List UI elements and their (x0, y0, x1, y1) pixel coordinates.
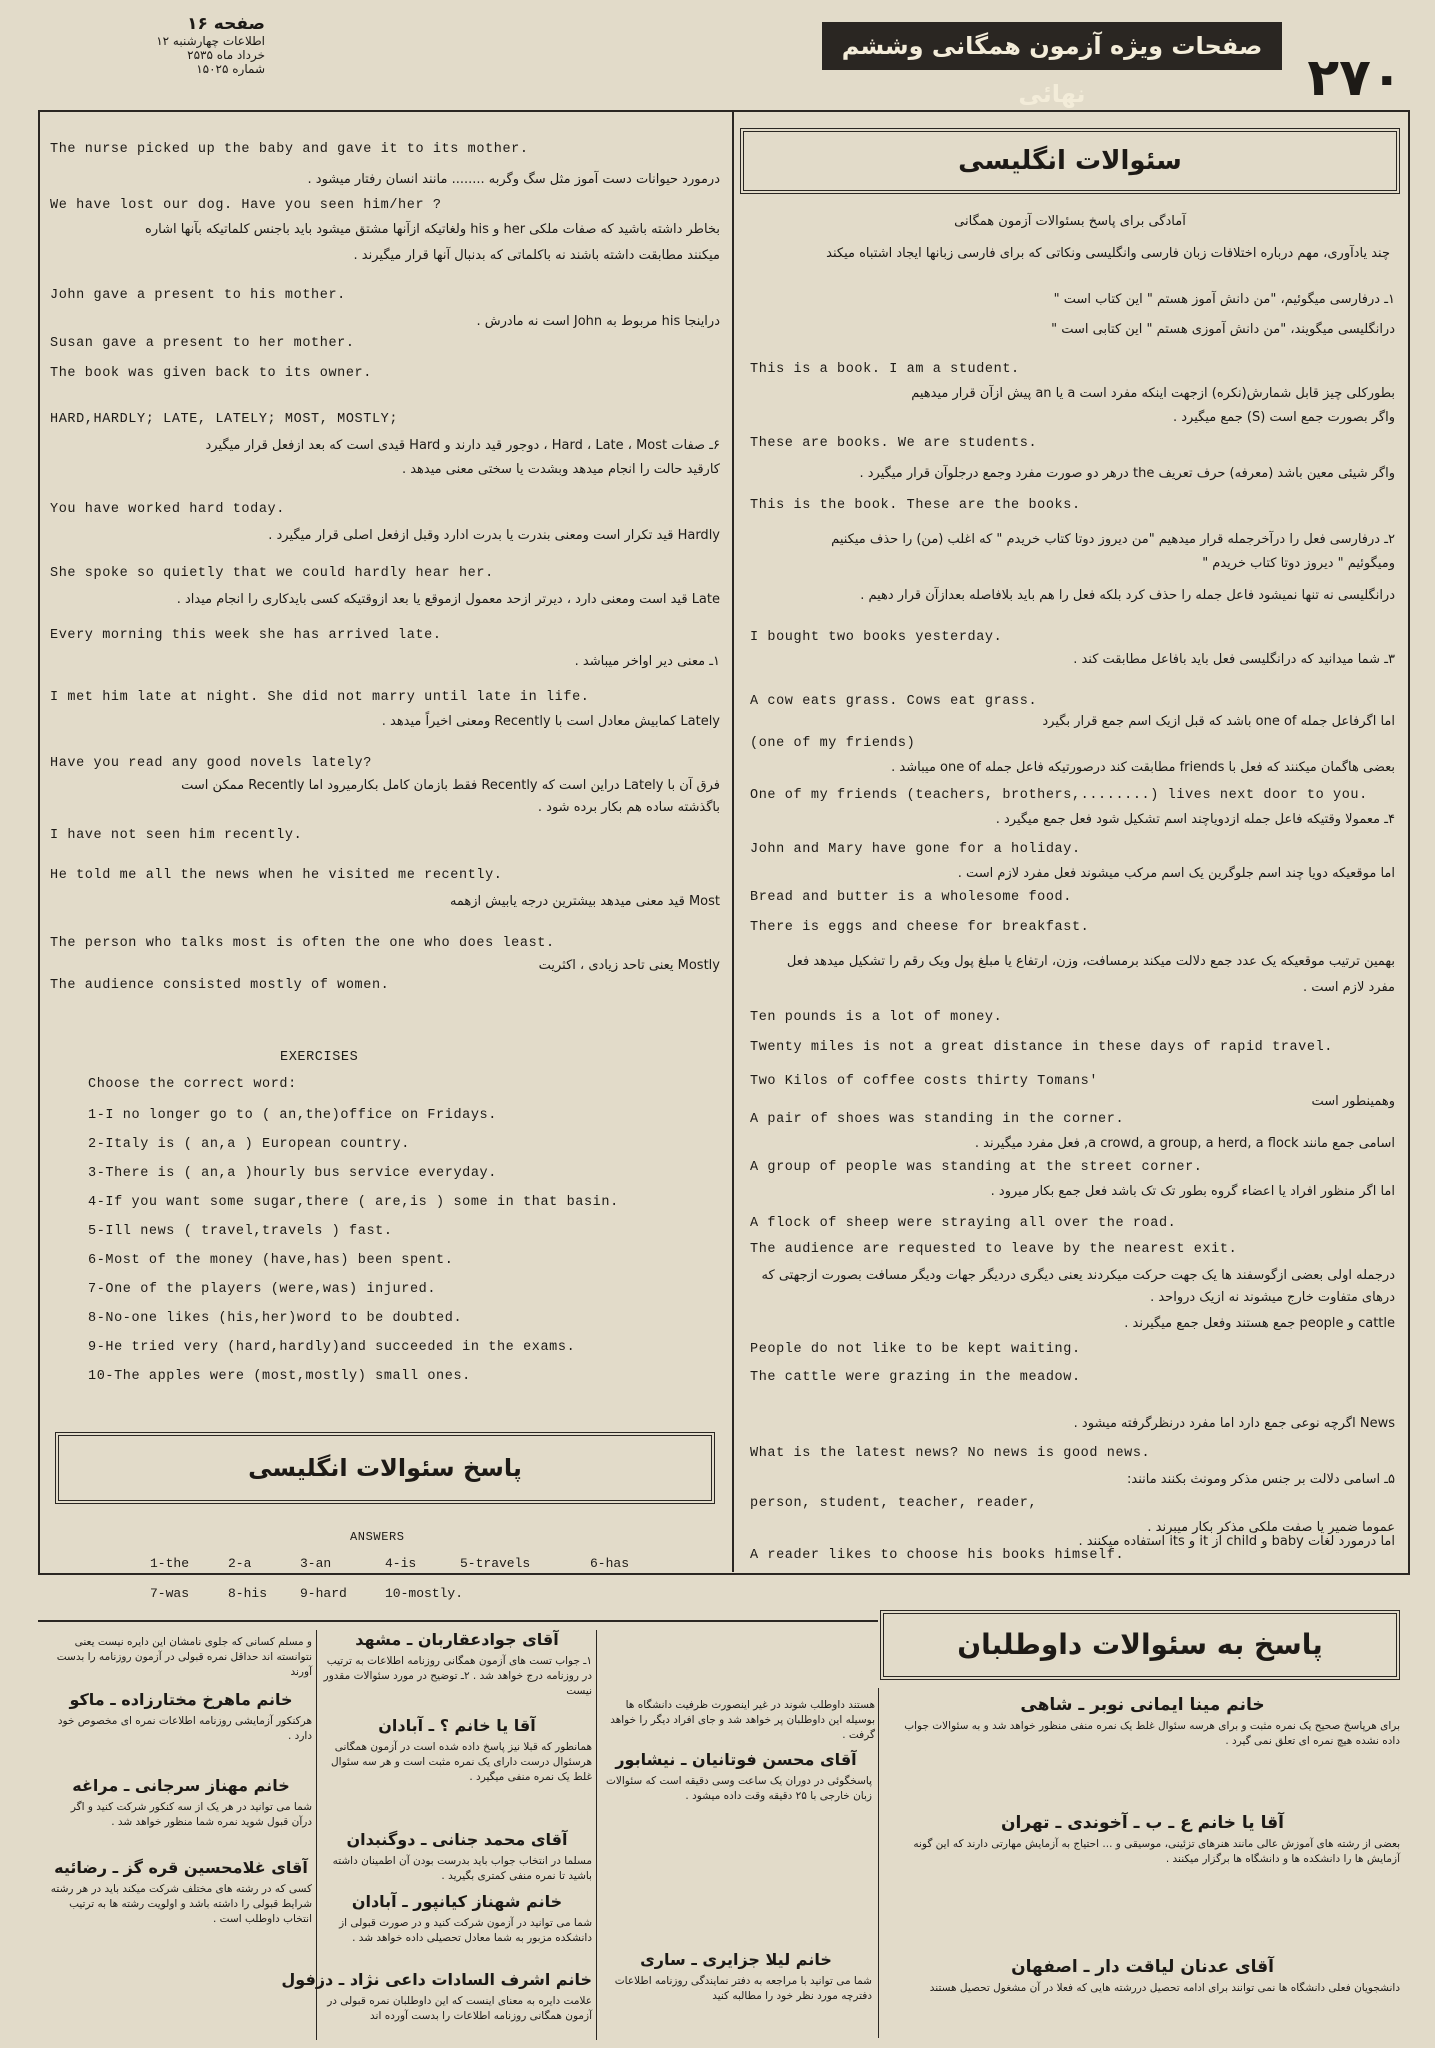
candidate-name: آقای عدنان لیاقت دار ـ اصفهان (1011, 1957, 1274, 1977)
candidate-answer: همانطور که قبلا نیز پاسخ داده شده است در آزمون همگانی هرسئوال درست دارای یک نمره مثبت است و هر سه سئوال غلط یک نمره منفی میگیرد . (331, 1741, 592, 1783)
questions-title: سئوالات انگلیسی (958, 146, 1182, 176)
question-line-english-example: There is eggs and cheese for breakfast. (750, 920, 1090, 935)
question-line-english-example: The audience are requested to leave by the nearest exit. (750, 1242, 1238, 1257)
candidate-name: خانم مهناز سرجانی ـ مراغه (72, 1776, 290, 1795)
candidate-name: آقای غلامحسین قره گز ـ رضائیه (54, 1858, 308, 1877)
candidate-name: خانم اشرف السادات داعی نژاد ـ دزفول (281, 1970, 592, 1989)
column-divider (732, 112, 734, 1572)
question-line-persian-text: ۲ـ درفارسی فعل را درآخرجمله قرار میدهیم "من دیروز دوتا کتاب خریدم " که اغلب (من) را حذف میکنیم (831, 532, 1395, 547)
question-line-english-example: These are books. We are students. (750, 436, 1038, 451)
candidate-answer: دانشجویان فعلی دانشگاه ها نمی توانند برای ادامه تحصیل دررشته هایی که فعلا در آن مشغول تحصیل هستند (929, 1982, 1400, 1994)
question-line-persian-text: اسامی جمع مانند a crowd, a group, a herd, a flock, فعل مفرد میگیرند . (974, 1136, 1395, 1151)
question-line-english-example: The cattle were grazing in the meadow. (750, 1370, 1081, 1385)
issue-date: خرداد ماه ۲۵۳۵ (187, 48, 265, 62)
question-line-persian-text: درانگلیسی میگویند، "من دانش آموزی هستم " این کتابی است " (1051, 322, 1395, 337)
answer-item: 8-his (228, 1586, 268, 1601)
question-line-persian-text: واگر شیئی معین باشد (معرفه) حرف تعریف the درهر دو صورت مفرد وجمع درجلوآن قرار میگیرد . (859, 466, 1395, 481)
grammar-line-english-example: She spoke so quietly that we could hardly hear her. (50, 566, 494, 581)
answer-item: 5-travels (460, 1556, 531, 1571)
grammar-line-english-example: Have you read any good novels lately? (50, 756, 372, 771)
candidate-name: خانم لیلا جزایری ـ ساری (640, 1950, 832, 1969)
grammar-line-persian-text: باگذشته ساده هم بکار برده شود . (537, 800, 720, 815)
answer-item: 7-was (150, 1586, 190, 1601)
note-left: و مسلم کسانی که جلوی نامشان این دایره نیست یعنی نتوانسته اند حداقل نمره قبولی در آزمون روزنامه را بدست آورند (56, 1636, 312, 1678)
exercise-item: 9-He tried very (hard,hardly)and succeeded in the exams. (88, 1340, 576, 1355)
grammar-line-persian-text: میکنند مطابقت داشته باشند نه باکلماتی که بدنبال آنها قرار میگیرند . (353, 248, 720, 263)
question-line-persian-text: اما درمورد لغات baby و child از it و its استفاده میکنند . (1078, 1534, 1395, 1549)
answer-item: 6-has (590, 1556, 630, 1571)
grammar-line-persian-text: ۱ـ معنی دیر اواخر میباشد . (574, 654, 720, 669)
question-line-english-example: John and Mary have gone for a holiday. (750, 842, 1081, 857)
question-line-persian-text: ۵ـ اسامی دلالت بر جنس مذکر ومونث بکنند مانند: (1127, 1472, 1395, 1487)
question-line-english-example: A flock of sheep were straying all over the road. (750, 1216, 1177, 1231)
grammar-line-persian-text: Most قید معنی میدهد بیشترین درجه یابیش ازهمه (449, 894, 720, 909)
question-line-persian-text: بطورکلی چیز قابل شمارش(نکره) ازجهت اینکه مفرد است a یا an پیش ازآن قرار میدهیم (911, 386, 1395, 401)
exercise-item: 5-Ill news ( travel,travels ) fast. (88, 1224, 393, 1239)
answer-item: 4-is (385, 1556, 417, 1571)
question-line-persian-text: ۱ـ درفارسی میگوئیم، "من دانش آموز هستم " این کتاب است " (1053, 292, 1395, 307)
candidate-answer: علامت دایره به معنای اینست که این داوطلبان نمره قبولی در آزمون همگانی روزنامه اطلاعات را بدست آورده اند (327, 1995, 592, 2022)
grammar-line-persian-text: ۶ـ صفات Hard ، Late ، Most ، دوجور قید دارند و Hard قیدی است که بعد ازفعل قرار میگیرد (205, 438, 720, 453)
answer-item: 10-mostly. (385, 1586, 464, 1601)
grammar-line-persian-text: کارقید حالت را انجام میدهد وبشدت یا سختی معنی میدهد . (401, 462, 720, 477)
candidates-title: پاسخ به سئوالات داوطلبان (957, 1628, 1323, 1661)
candidate-answer: کسی که در رشته های مختلف شرکت میکند باید در هر رشته شرایط قبولی را داشته باشد و اولویت رشته ها به ترتیب انتخاب داوطلب است . (50, 1883, 312, 1925)
question-line-persian-text: ۴ـ معمولا وقتیکه فاعل جمله ازدویاچند اسم تشکیل شود فعل جمع میگیرد . (995, 812, 1395, 827)
grammar-line-english-example: The person who talks most is often the one who does least. (50, 936, 555, 951)
candidate-answer: بعضی از رشته های آموزش عالی مانند هنرهای تزئینی، موسیقی و ... احتیاج به آزمایش مهارتی دارند که این گونه آزمایش ها را دانشکده ها و دانشگاه ها برگزار میکنند . (913, 1838, 1400, 1865)
question-line-english-example: person, student, teacher, reader, (750, 1496, 1038, 1511)
candidate-name: آقای محمد جنانی ـ دوگنبدان (346, 1830, 568, 1849)
page-label: صفحه ۱۶ (187, 14, 265, 34)
questions-body (750, 0, 1395, 1575)
question-line-english-example: Ten pounds is a lot of money. (750, 1010, 1003, 1025)
answer-item: 1-the (150, 1556, 190, 1571)
question-line-english-example: I bought two books yesterday. (750, 630, 1003, 645)
candidate-name: خانم مینا ایمانی نوبر ـ شاهی (1020, 1695, 1265, 1715)
candidates-col-2 (600, 1750, 872, 2040)
candidates-title-box (880, 1610, 1400, 1680)
candidate-answer: برای هرپاسخ صحیح یک نمره مثبت و برای هرسه سئوال غلط یک نمره منفی منظور خواهد شد و به سئوالات جواب داده نشده هیچ نمره ای تعلق نمی گیرد . (904, 1720, 1400, 1747)
bottom-divider (38, 1620, 878, 1622)
grammar-line-persian-text: Mostly یعنی تاحد زیادی ، اکثریت (538, 958, 720, 973)
candidate-answer: شما می توانید در هر یک از سه کنکور شرکت کنید و اگر درآن قبول شوید نمره شما منظور خواهد شد . (70, 1801, 312, 1828)
exercise-item: 4-If you want some sugar,there ( are,is ) some in that basin. (88, 1195, 619, 1210)
question-line-english-example: What is the latest news? No news is good news. (750, 1446, 1151, 1461)
candidates-col-3 (281, 1630, 592, 2040)
grammar-line-english-example: The audience consisted mostly of women. (50, 978, 390, 993)
answer-item: 9-hard (300, 1586, 347, 1601)
candidate-name: آقای جوادعقاربان ـ مشهد (355, 1630, 559, 1649)
grammar-line-persian-text: فرق آن با Lately دراین است که Recently فقط بازمان کامل بکارمیرود اما Recently ممکن است (181, 778, 720, 793)
grammar-line-persian-text: دراینجا his مربوط به John است نه مادرش . (476, 314, 720, 329)
exercise-item: 1-I no longer go to ( an,the)office on Fridays. (88, 1108, 497, 1123)
grammar-line-english-example: He told me all the news when he visited me recently. (50, 868, 503, 883)
answers-title: ANSWERS (350, 1530, 405, 1544)
question-line-persian-text: درانگلیسی نه تنها نمیشود فاعل جمله را حذف کرد بلکه فعل را هم باید بلافاصله بعدازآن قرار دهیم . (860, 588, 1395, 603)
candidates-col-4 (50, 1690, 312, 2040)
grammar-line-persian-text: بخاطر داشته باشید که صفات ملکی her و his ولغاتیکه ازآنها مشتق میشود باید باجنس کلماتیکه بآنها اشاره (145, 222, 720, 237)
candidates-col-1 (885, 1695, 1400, 2040)
question-line-english-example: (one of my friends) (750, 736, 916, 751)
candidate-answer: شما می توانید در آزمون شرکت کنید و در صورت قبولی از دانشکده مزبور به شما معادل تحصیلی داده خواهد شد . (339, 1917, 592, 1944)
grammar-line-english-example: Every morning this week she has arrived late. (50, 628, 442, 643)
grammar-line-english-example: Susan gave a present to her mother. (50, 336, 355, 351)
intro-line-2: چند یادآوری، مهم درباره اختلافات زبان فارسی وانگلیسی ونکاتی که برای فارسی زبانها ایجاد اشتباه میکند (826, 246, 1390, 261)
exercise-list (88, 1108, 718, 1398)
page-number: ۲۷۰ (1307, 48, 1403, 108)
question-line-english-example: Two Kilos of coffee costs thirty Tomans' (750, 1074, 1099, 1089)
question-line-persian-text: بعضی هاگمان میکنند که فعل با friends مطابقت کند درصورتیکه فاعل جمله one of میباشد . (891, 760, 1395, 775)
exercises-title: EXERCISES (280, 1050, 359, 1065)
exercise-item: 3-There is ( an,a )hourly bus service everyday. (88, 1166, 497, 1181)
question-line-persian-text: اما موقعیکه دویا چند اسم جلوگرین یک اسم مرکب میشوند فعل مفرد لازم است . (957, 866, 1395, 881)
question-line-english-example: One of my friends (teachers, brothers,........) lives next door to you. (750, 788, 1368, 803)
question-line-persian-text: واگر بصورت جمع است (S) جمع میگیرد . (1172, 410, 1395, 425)
grammar-line-persian-text: Late قید است ومعنی دارد ، دیرتر ازحد معمول ازموقع یا بعد ازوقتیکه کسی بایدکاری را انجام میداد . (176, 592, 720, 607)
candidate-answer: پاسخگوئی در دوران یک ساعت وسی دقیقه است که سئوالات زبان خارجی با ۲۵ دقیقه وقت داده میشود . (606, 1775, 872, 1802)
question-line-persian-text: ومیگوئیم " دیروز دوتا کتاب خریدم " (1202, 556, 1395, 571)
answer-item: 2-a (228, 1556, 252, 1571)
question-line-persian-text: عموما ضمیر یا صفت ملکی مذکر بکار میبرند . (1147, 1520, 1395, 1535)
exercise-item: 10-The apples were (most,mostly) small ones. (88, 1369, 471, 1384)
exercise-item: 2-Italy is ( an,a ) European country. (88, 1137, 410, 1152)
question-line-english-example: A pair of shoes was standing in the corner. (750, 1112, 1125, 1127)
grammar-line-english-example: I have not seen him recently. (50, 828, 303, 843)
candidate-name: آقای محسن فوتانیان ـ نیشابور (615, 1750, 857, 1769)
question-line-persian-text: مفرد لازم است . (1302, 980, 1395, 995)
question-line-english-example: This is the book. These are the books. (750, 498, 1081, 513)
question-line-english-example: A group of people was standing at the street corner. (750, 1160, 1203, 1175)
candidate-name: خانم شهناز کیانپور ـ آبادان (351, 1892, 563, 1911)
question-line-persian-text: درجمله اولی بعضی ازگوسفند ها یک جهت حرکت میکردند یعنی دیگری دردیگر جهات ودیگر مسافت بصورت ازجهتی که (761, 1268, 1395, 1283)
exercise-item: 8-No-one likes (his,her)word to be doubted. (88, 1311, 463, 1326)
question-line-english-example: A reader likes to choose his books himself. (750, 1548, 1125, 1563)
question-line-persian-text: وهمینطور است (1311, 1094, 1395, 1109)
intro-line-1: آمادگی برای پاسخ بسئوالات آزمون همگانی (954, 214, 1186, 229)
candidate-name: آقا یا خانم ؟ ـ آبادان (378, 1716, 536, 1735)
candidate-answer: ۱ـ جواب تست های آزمون همگانی روزنامه اطلاعات به ترتیب در روزنامه درج خواهد شد . ۲ـ توضیح در مورد سئوالات مقدور نیست (323, 1655, 592, 1697)
col-rule-2 (596, 1630, 597, 2040)
grammar-line-persian-text: Hardly قید تکرار است ومعنی بندرت یا بدرت ادارد وقبل ازفعل اصلی قرار میگیرد . (268, 528, 720, 543)
question-line-english-example: A cow eats grass. Cows eat grass. (750, 694, 1038, 709)
grammar-line-english-example: HARD,HARDLY; LATE, LATELY; MOST, MOSTLY; (50, 412, 399, 427)
grammar-line-english-example: I met him late at night. She did not marry until late in life. (50, 690, 590, 705)
grammar-line-english-example: You have worked hard today. (50, 502, 285, 517)
exercises-prompt: Choose the correct word: (88, 1077, 297, 1092)
answer-item: 3-an (300, 1556, 332, 1571)
question-line-persian-text: اما اگر منظور افراد یا اعضاء گروه بطور تک تک باشد فعل جمع بکار میرود . (990, 1184, 1395, 1199)
question-line-persian-text: اما اگرفاعل جمله one of باشد که قبل ازیک اسم جمع قرار بگیرد (1042, 714, 1395, 729)
col-rule-3 (878, 1688, 879, 2038)
question-line-persian-text: News اگرچه نوعی جمع دارد اما مفرد درنظرگرفته میشود . (1073, 1416, 1395, 1431)
candidate-name: خانم ماهرخ مختارزاده ـ ماکو (69, 1690, 293, 1709)
question-line-persian-text: درهای متفاوت خارج میشوند نه ازیک درواحد . (1150, 1290, 1395, 1305)
answers-grid (150, 1556, 670, 1612)
question-line-persian-text: ۳ـ شما میدانید که درانگلیسی فعل باید بافاعل مطابقت کند . (1073, 652, 1395, 667)
exercise-item: 7-One of the players (were,was) injured. (88, 1282, 437, 1297)
candidate-answer: شما می توانید با مراجعه به دفتر نمایندگی روزنامه اطلاعات دفترچه مورد نظر خود را مطالبه کنید (614, 1975, 872, 2002)
question-line-english-example: Bread and butter is a wholesome food. (750, 890, 1072, 905)
grammar-line-english-example: The nurse picked up the baby and gave it to its mother. (50, 142, 529, 157)
grammar-line-english-example: John gave a present to his mother. (50, 288, 346, 303)
candidate-name: آقا یا خانم ع ـ ب ـ آخوندی ـ تهران (1001, 1813, 1284, 1833)
grammar-line-english-example: We have lost our dog. Have you seen him/her ? (50, 198, 442, 213)
answers-banner: پاسخ سئوالات انگلیسی (248, 1454, 522, 1482)
answers-banner-box (55, 1432, 715, 1504)
exercise-item: 6-Most of the money (have,has) been spent. (88, 1253, 454, 1268)
question-line-english-example: This is a book. I am a student. (750, 362, 1020, 377)
grammar-line-english-example: The book was given back to its owner. (50, 366, 372, 381)
question-line-persian-text: cattle و people جمع هستند وفعل جمع میگیرند . (1124, 1316, 1395, 1331)
candidate-answer: مسلما در انتخاب جواب باید بدرست بودن آن اطمینان داشته باشید تا نمره منفی کمتری بگیرید . (332, 1855, 592, 1882)
question-line-english-example: People do not like to be kept waiting. (750, 1342, 1081, 1357)
grammar-line-persian-text: درمورد حیوانات دست آموز مثل سگ وگربه ........ مانند انسان رفتار میشود . (307, 172, 720, 187)
note-mid: هستند داوطلب شوند در غیر اینصورت ظرفیت دانشگاه ها بوسیله این داوطلبان پر خواهد شد و جای افراد دیگر را خواهد گرفت . (610, 1699, 875, 1741)
candidate-answer: هرکنکور آزمایشی روزنامه اطلاعات نمره ای مخصوص خود دارد . (57, 1715, 312, 1742)
paper-name: اطلاعات چهارشنبه ۱۲ (156, 34, 265, 48)
grammar-line-persian-text: Lately کمابیش معادل است با Recently ومعنی اخیراً میدهد . (381, 714, 720, 729)
question-line-persian-text: بهمین ترتیب موقعیکه یک عدد جمع دلالت میکند برمسافت، وزن، ارتفاع یا مبلغ پول ویک رقم را تشکیل میدهد فعل (786, 954, 1395, 969)
issue-number: شماره ۱۵۰۲۵ (196, 62, 265, 76)
page-banner: صفحات ویژه آزمون همگانی وششم نهائی (822, 22, 1282, 70)
question-line-english-example: Twenty miles is not a great distance in these days of rapid travel. (750, 1040, 1333, 1055)
